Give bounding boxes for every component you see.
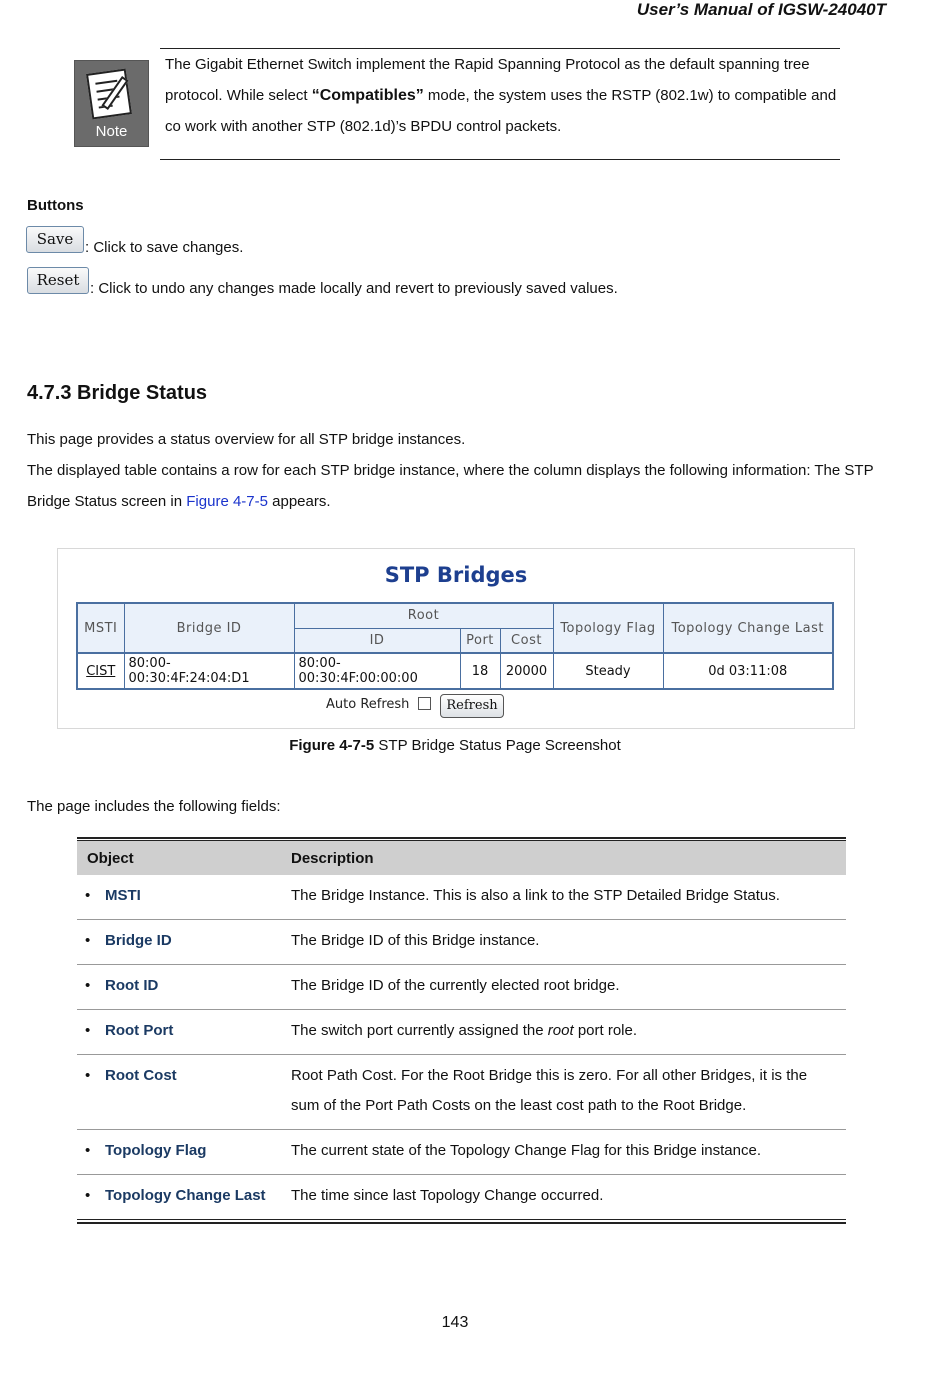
cell-root-id: 80:00-00:30:4F:00:00:00 bbox=[294, 653, 460, 689]
col-topology-change-last: Topology Change Last bbox=[663, 603, 833, 653]
reset-button-description: : Click to undo any changes made locally and revert to previously saved values. bbox=[90, 280, 618, 297]
intro-paragraph: This page provides a status overview for all STP bridge instances. bbox=[27, 431, 466, 448]
field-description: The time since last Topology Change occurred. bbox=[291, 1187, 604, 1204]
table-row bbox=[77, 1175, 846, 1220]
col-topology-flag: Topology Flag bbox=[553, 603, 663, 653]
table-row bbox=[77, 1130, 846, 1175]
field-description: The Bridge ID of the currently elected root bridge. bbox=[281, 965, 846, 1010]
fields-intro: The page includes the following fields: bbox=[27, 798, 281, 815]
header-description: Description bbox=[281, 841, 846, 875]
cell-root-cost: 20000 bbox=[500, 653, 553, 689]
field-description: The current state of the Topology Change Flag for this Bridge instance. bbox=[281, 1130, 846, 1175]
reset-button[interactable]: Reset bbox=[27, 267, 89, 294]
col-root-cost: Cost bbox=[500, 628, 553, 653]
table-row bbox=[77, 965, 846, 1010]
field-object: • Topology Change Last bbox=[77, 1175, 281, 1220]
auto-refresh-label: Auto Refresh bbox=[326, 697, 410, 712]
field-description: The switch port currently assigned the root port role. bbox=[281, 1010, 846, 1055]
figure-caption: Figure 4-7-5 STP Bridge Status Page Screenshot bbox=[289, 737, 621, 754]
col-root-port: Port bbox=[460, 628, 500, 653]
table-bottom-rule bbox=[77, 1219, 846, 1224]
table-row bbox=[77, 1010, 846, 1055]
page-number: 143 bbox=[441, 1314, 469, 1331]
cell-topology-change-last: 0d 03:11:08 bbox=[663, 653, 833, 689]
note-bottom-rule bbox=[160, 159, 840, 160]
auto-refresh-checkbox[interactable] bbox=[418, 697, 431, 710]
col-root-id: ID bbox=[294, 628, 460, 653]
table-row bbox=[77, 875, 846, 920]
fields-table-wrapper bbox=[77, 837, 846, 1224]
field-description: The Bridge ID of this Bridge instance. bbox=[281, 920, 846, 965]
refresh-button[interactable]: Refresh bbox=[440, 694, 504, 718]
description-paragraph: The displayed table contains a row for each STP bridge instance, where the column displays the following information: The STP Bridge Status screen in Figure 4-7-5 appears. bbox=[27, 462, 874, 510]
cell-root-port: 18 bbox=[460, 653, 500, 689]
note-icon-label: Note bbox=[95, 123, 128, 140]
section-heading: 4.7.3 Bridge Status bbox=[27, 382, 208, 404]
figure-link[interactable]: Figure 4-7-5 bbox=[186, 493, 268, 510]
field-object: • Topology Flag bbox=[77, 1130, 281, 1175]
note-icon bbox=[74, 60, 149, 147]
table-row bbox=[77, 1055, 846, 1130]
stp-bridges-table bbox=[76, 602, 834, 690]
note-bold-term: “Compatibles” bbox=[311, 87, 424, 104]
field-object: • Bridge ID bbox=[77, 920, 281, 965]
save-button-description: : Click to save changes. bbox=[85, 239, 244, 256]
field-object: • Root ID bbox=[77, 965, 281, 1010]
col-root: Root bbox=[294, 603, 553, 628]
table-row bbox=[77, 653, 833, 689]
field-object: • Root Cost bbox=[77, 1055, 281, 1130]
field-description: Root Path Cost. For the Root Bridge this is zero. For all other Bridges, it is the sum of the Port Path Costs on the least cost path to the Root Bridge. bbox=[281, 1055, 846, 1130]
save-button[interactable]: Save bbox=[26, 226, 84, 253]
cell-bridge-id: 80:00-00:30:4F:24:04:D1 bbox=[124, 653, 294, 689]
cell-topology-flag: Steady bbox=[553, 653, 663, 689]
stp-bridges-screenshot bbox=[57, 548, 855, 729]
fields-table bbox=[77, 841, 846, 1219]
note-text: The Gigabit Ethernet Switch implement the Rapid Spanning Protocol as the default spanning tree protocol. While select “Compatibles” mode, the system uses the RSTP (802.1w) to compatible and co work with another STP (802.1d)’s BPDU control packets. bbox=[165, 56, 837, 135]
col-msti: MSTI bbox=[77, 603, 124, 653]
col-bridge-id: Bridge ID bbox=[124, 603, 294, 653]
header-object: Object bbox=[77, 841, 281, 875]
field-object: • Root Port bbox=[77, 1010, 281, 1055]
page-header-title: User’s Manual of IGSW-24040T bbox=[636, 0, 886, 19]
buttons-heading: Buttons bbox=[27, 197, 84, 214]
stp-bridges-title: STP Bridges bbox=[384, 563, 528, 587]
table-row bbox=[77, 920, 846, 965]
field-object: • MSTI bbox=[77, 875, 281, 920]
cist-link[interactable]: CIST bbox=[86, 663, 116, 679]
field-description: The Bridge Instance. This is also a link to the STP Detailed Bridge Status. bbox=[281, 875, 846, 920]
